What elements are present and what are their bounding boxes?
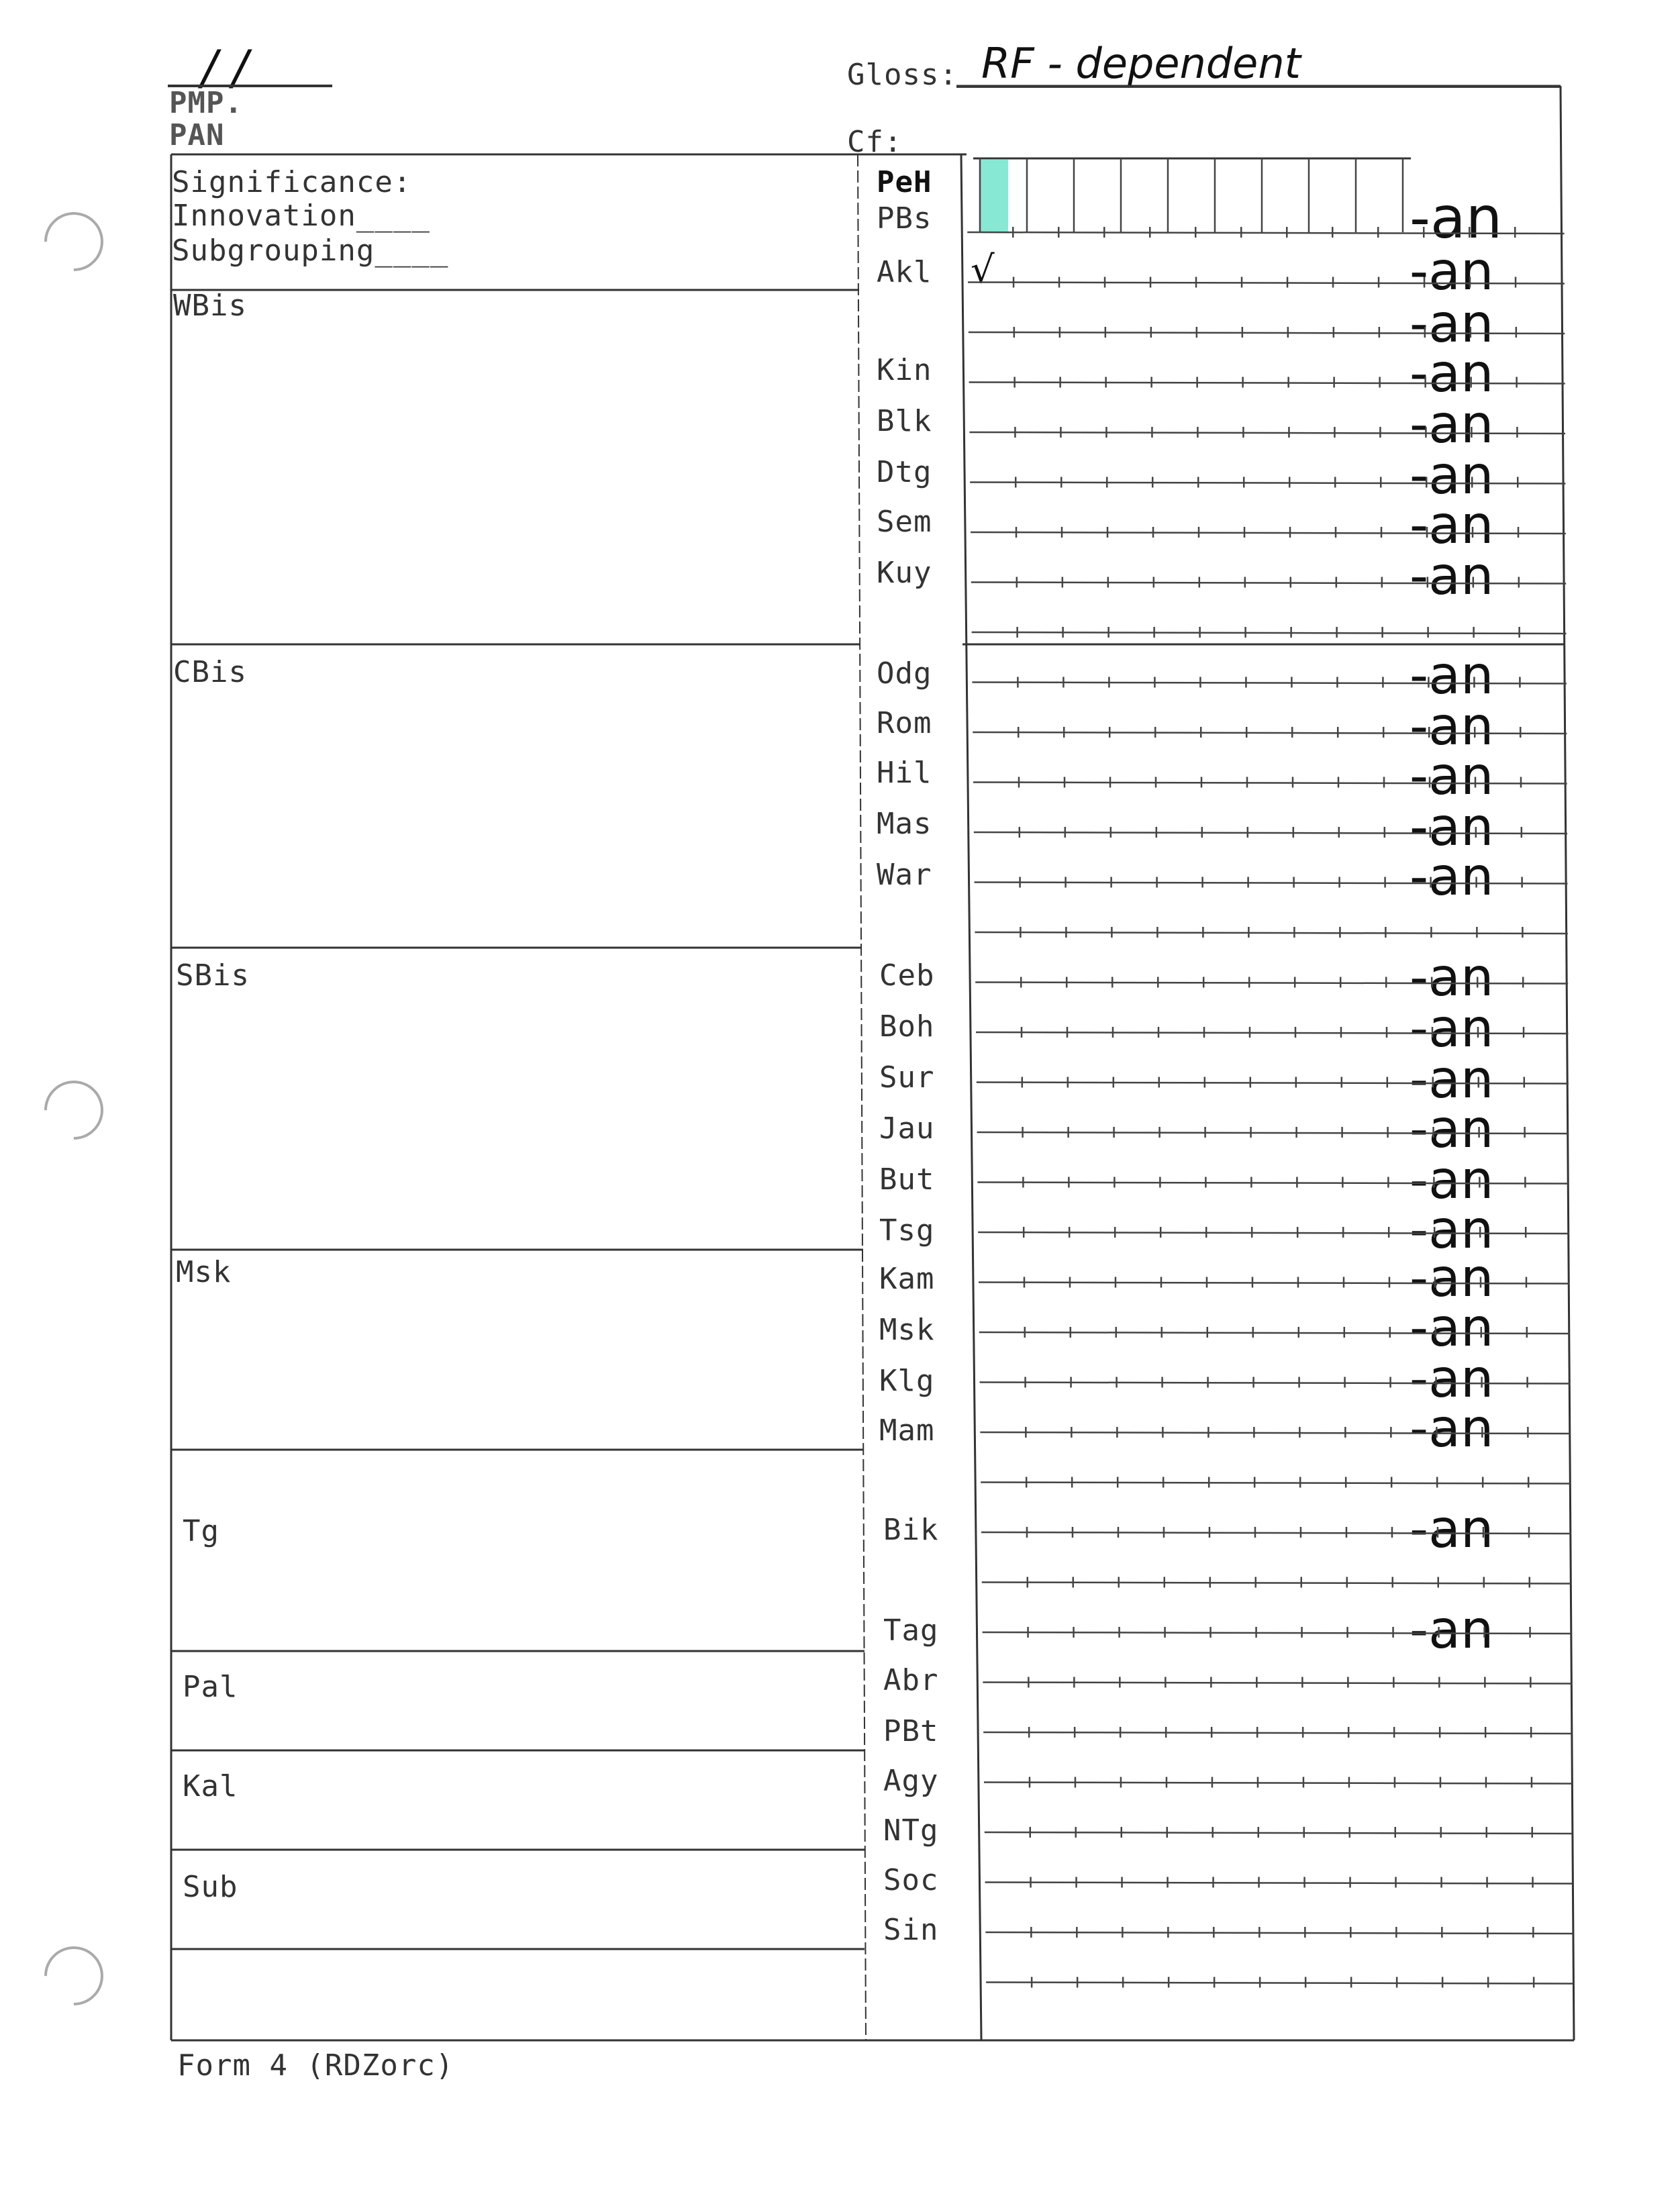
lang-code: Sur bbox=[879, 1060, 935, 1095]
group-name-msk: Msk bbox=[176, 1255, 232, 1289]
lang-code: Mam bbox=[879, 1413, 935, 1448]
pmp-label: PMP. bbox=[169, 86, 243, 120]
lang-code: Ceb bbox=[879, 958, 935, 993]
suffix-an: -an bbox=[1410, 1099, 1494, 1160]
suffix-an: -an bbox=[1410, 1050, 1494, 1110]
lang-code: PeH bbox=[877, 165, 932, 199]
lang-code: NTg bbox=[883, 1813, 939, 1848]
suffix-an: -an bbox=[1410, 746, 1494, 807]
lang-code: Hil bbox=[877, 756, 932, 790]
significance-title: Significance: bbox=[172, 165, 412, 199]
group-name-tg: Tg bbox=[183, 1514, 219, 1548]
lang-code: Sin bbox=[883, 1913, 939, 1947]
lang-code: Mas bbox=[877, 807, 932, 841]
group-name-sub: Sub bbox=[183, 1870, 238, 1904]
lang-code: Bik bbox=[883, 1513, 939, 1547]
lang-code: Kuy bbox=[877, 556, 932, 590]
lang-code: Kam bbox=[879, 1262, 935, 1296]
suffix-an: -an bbox=[1410, 847, 1494, 907]
innovation-label: Innovation____ bbox=[172, 199, 430, 233]
lang-code: Tag bbox=[883, 1613, 939, 1648]
lang-code: Agy bbox=[883, 1764, 939, 1798]
check-mark: √ bbox=[971, 248, 995, 292]
lang-code: Sem bbox=[877, 505, 932, 539]
lang-code: War bbox=[877, 858, 932, 892]
lang-code: Akl bbox=[877, 255, 932, 289]
suffix-an: -an bbox=[1410, 1349, 1494, 1409]
lang-code: Soc bbox=[883, 1863, 939, 1897]
suffix-an: -an bbox=[1410, 797, 1494, 858]
suffix-an: -an bbox=[1410, 344, 1494, 404]
lang-code: But bbox=[879, 1162, 935, 1197]
suffix-an: -an bbox=[1410, 697, 1494, 757]
lang-code: Klg bbox=[879, 1364, 935, 1398]
lang-code: Rom bbox=[877, 706, 932, 740]
lang-code: Odg bbox=[877, 656, 932, 691]
suffix-an: -an bbox=[1410, 999, 1494, 1059]
lang-code: Blk bbox=[877, 404, 932, 438]
pan-label: PAN bbox=[169, 118, 225, 152]
lang-code: Msk bbox=[879, 1313, 935, 1347]
suffix-an: -an bbox=[1410, 495, 1494, 556]
suffix-an: -an bbox=[1410, 1248, 1494, 1309]
suffix-an: -an bbox=[1410, 294, 1494, 354]
lang-code: Tsg bbox=[879, 1213, 935, 1248]
gloss-label: Gloss: bbox=[847, 58, 958, 92]
suffix-an: -an bbox=[1410, 1499, 1494, 1560]
suffix-an: -an bbox=[1410, 1298, 1494, 1358]
cf-label: Cf: bbox=[847, 125, 903, 159]
group-name-sbis: SBis bbox=[176, 958, 250, 993]
lang-code: Abr bbox=[883, 1663, 939, 1697]
group-name-wbis: WBis bbox=[173, 289, 247, 323]
suffix-an: -an bbox=[1410, 446, 1494, 506]
suffix-an: -an bbox=[1410, 546, 1494, 607]
suffix-an: -an bbox=[1410, 948, 1494, 1008]
gloss-value: RF - dependent bbox=[981, 39, 1301, 88]
lang-code: Boh bbox=[879, 1009, 935, 1044]
group-name-cbis: CBis bbox=[173, 655, 247, 689]
suffix-an: -an bbox=[1410, 1399, 1494, 1459]
suffix-an: -an bbox=[1410, 395, 1494, 455]
suffix-an: -an bbox=[1410, 185, 1503, 252]
lang-code: Jau bbox=[879, 1111, 935, 1146]
suffix-an: -an bbox=[1410, 242, 1494, 302]
group-name-kal: Kal bbox=[183, 1769, 238, 1803]
lang-code: Dtg bbox=[877, 455, 932, 489]
lang-code: PBs bbox=[877, 201, 932, 236]
suffix-an: -an bbox=[1410, 646, 1494, 706]
date-slashes: / / bbox=[201, 40, 248, 95]
suffix-an: -an bbox=[1410, 1150, 1494, 1211]
form-footer: Form 4 (RDZorc) bbox=[177, 2048, 454, 2083]
group-name-pal: Pal bbox=[183, 1670, 238, 1704]
suffix-an: -an bbox=[1410, 1600, 1494, 1660]
lang-code: Kin bbox=[877, 353, 932, 387]
suffix-an: -an bbox=[1410, 1200, 1494, 1260]
lang-code: PBt bbox=[883, 1714, 939, 1748]
subgrouping-label: Subgrouping____ bbox=[172, 234, 449, 268]
